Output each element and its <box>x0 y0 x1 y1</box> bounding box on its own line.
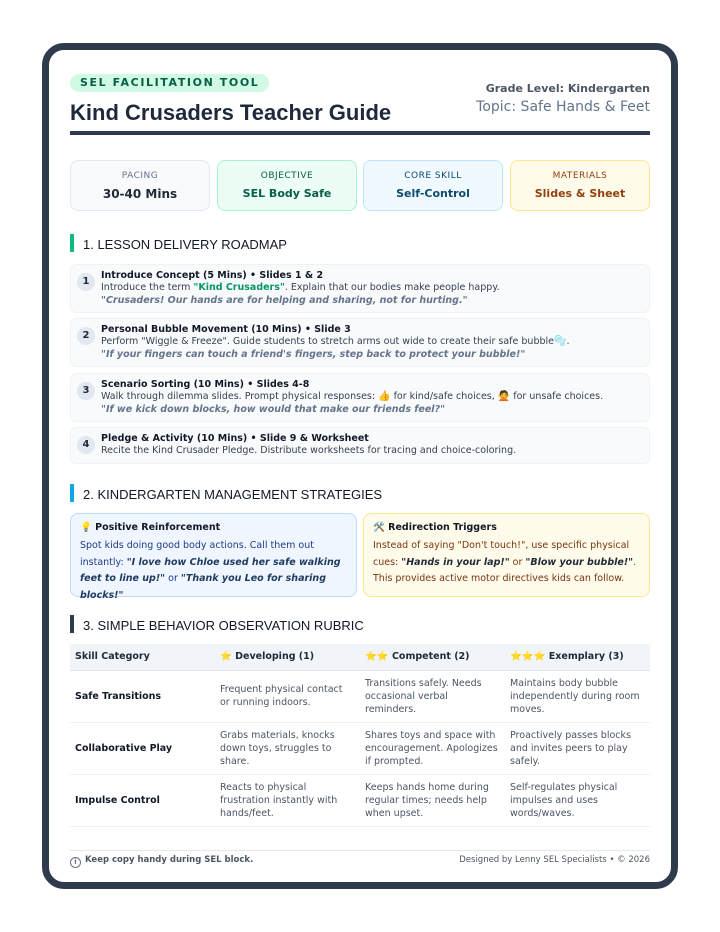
table-row <box>70 722 650 774</box>
step-desc-text: Walk through dilemma slides. Prompt physical responses: <box>101 391 379 402</box>
thumbs-up-icon: 👍 <box>378 391 391 402</box>
info-materials <box>510 160 650 211</box>
table-cell: Maintains body bubble independently during room moves. <box>505 670 650 722</box>
info-value: 30-40 Mins <box>102 187 178 201</box>
rubric-table <box>70 644 650 827</box>
info-value: SEL Body Safe <box>242 187 332 200</box>
step-quote: "If your fingers can touch a friend's fingers, step back to protect your bubble!" <box>101 349 526 360</box>
strategy-body <box>373 538 640 588</box>
footer-credit: Designed by Lenny SEL Specialists • © 2026 <box>459 855 650 865</box>
highlight-term: "Kind Crusaders" <box>193 282 285 293</box>
step-description: Recite the Kind Crusader Pledge. Distribute worksheets for tracing and choice-coloring. <box>101 445 517 456</box>
column-header: ⭐ Developing (1) <box>215 644 360 670</box>
info-label: MATERIALS <box>552 171 608 181</box>
section-heading-rubric <box>70 615 364 633</box>
table-cell: Self-regulates physical impulses and uses words/waves. <box>505 774 650 826</box>
footer-note-text: Keep copy handy during SEL block. <box>85 855 254 865</box>
section-title: 3. SIMPLE BEHAVIOR OBSERVATION RUBRIC <box>83 618 364 633</box>
strategy-quote: "Hands in your lap!" <box>401 556 510 568</box>
skill-category: Safe Transitions <box>70 670 215 722</box>
info-icon: i <box>70 857 81 868</box>
strategy-quote: "Thank you Leo for sharing blocks!" <box>80 573 326 601</box>
page-title: Kind Crusaders Teacher Guide <box>70 100 392 125</box>
step-title: Personal Bubble Movement (10 Mins) • Slide 3 <box>101 324 351 335</box>
roadmap-step-4 <box>70 427 650 464</box>
table-cell: Shares toys and space with encouragement. Apologizes if prompted. <box>360 722 505 774</box>
strategy-title <box>80 522 347 533</box>
step-desc-text: Introduce the term <box>101 282 194 293</box>
table-row <box>70 670 650 722</box>
strategy-redirection-triggers <box>363 513 650 597</box>
step-desc-text: for unsafe choices. <box>510 391 604 402</box>
strategy-body <box>80 538 347 604</box>
step-number: 1 <box>77 273 95 291</box>
column-header: ⭐⭐ Competent (2) <box>360 644 505 670</box>
strategy-text: or <box>165 573 181 584</box>
guide-card <box>42 43 678 889</box>
table-cell: Frequent physical contact or running indoors. <box>215 670 360 722</box>
rubric-header-row <box>70 644 650 670</box>
roadmap-step-2 <box>70 318 650 367</box>
step-number: 3 <box>77 382 95 400</box>
lightbulb-icon: 💡 <box>80 522 92 533</box>
step-desc-text: . <box>566 336 570 347</box>
section-title: 2. KINDERGARTEN MANAGEMENT STRATEGIES <box>83 487 383 502</box>
step-quote: "If we kick down blocks, how would that make our friends feel?" <box>101 404 446 415</box>
step-number: 4 <box>77 436 95 454</box>
strategy-positive-reinforcement <box>70 513 357 601</box>
table-cell: Grabs materials, knocks down toys, struggles to share. <box>215 722 360 774</box>
roadmap-step-1 <box>70 264 650 313</box>
no-gesture-icon: 🙅 <box>497 391 511 402</box>
step-quote: "Crusaders! Our hands are for helping and sharing, not for hurting." <box>101 295 468 306</box>
section-heading-roadmap <box>70 234 287 252</box>
table-row <box>70 774 650 826</box>
strategy-title-text: Redirection Triggers <box>388 522 497 533</box>
info-value: Self-Control <box>396 187 470 200</box>
step-number: 2 <box>77 327 95 345</box>
skill-category: Collaborative Play <box>70 722 215 774</box>
strategy-text: Spot kids doing good body actions. Call them out instantly: <box>80 540 314 568</box>
skill-category: Impulse Control <box>70 774 215 826</box>
grade-level: Grade Level: Kindergarten <box>485 82 650 95</box>
topic: Topic: Safe Hands & Feet <box>476 99 650 115</box>
footer-note <box>70 855 253 868</box>
table-cell: Keeps hands home during regular times; needs help when upset. <box>360 774 505 826</box>
info-core-skill <box>363 160 503 211</box>
strategy-title <box>373 522 640 533</box>
roadmap-step-3 <box>70 373 650 422</box>
step-desc-text: . Explain that our bodies make people happy. <box>284 282 500 293</box>
header-divider <box>70 131 650 135</box>
column-header: Skill Category <box>70 644 215 670</box>
table-cell: Reacts to physical frustration instantly with hands/feet. <box>215 774 360 826</box>
section-heading-strategies <box>70 484 382 502</box>
section-title: 1. LESSON DELIVERY ROADMAP <box>83 237 287 252</box>
step-title: Pledge & Activity (10 Mins) • Slide 9 & Worksheet <box>101 433 369 444</box>
footer-divider <box>70 850 650 851</box>
step-desc-text: Perform "Wiggle & Freeze". Guide students to stretch arms out wide to create their safe bubble <box>101 336 554 347</box>
step-desc-text: for kind/safe choices, <box>390 391 498 402</box>
info-row <box>70 160 650 211</box>
info-label: CORE SKILL <box>404 171 462 181</box>
tools-icon: 🛠️ <box>373 522 385 533</box>
info-label: OBJECTIVE <box>260 171 314 181</box>
step-description <box>101 391 603 402</box>
step-title: Introduce Concept (5 Mins) • Slides 1 & 2 <box>101 270 324 281</box>
strategy-quote: "Blow your bubble!" <box>525 556 634 568</box>
info-pacing <box>70 160 210 211</box>
strategy-quote: "I love how Chloe used her safe walking feet to line up!" <box>80 556 341 584</box>
table-cell: Transitions safely. Needs occasional verbal reminders. <box>360 670 505 722</box>
step-description <box>101 282 500 293</box>
bubble-icon: 🫧 <box>554 336 567 347</box>
info-label: PACING <box>121 171 159 181</box>
step-description <box>101 336 569 347</box>
strategy-text: Instead of saying "Don't touch!", use specific physical cues: <box>373 540 630 568</box>
info-value: Slides & Sheet <box>534 187 626 200</box>
table-cell: Proactively passes blocks and invites peers to play safely. <box>505 722 650 774</box>
column-header: ⭐⭐⭐ Exemplary (3) <box>505 644 650 670</box>
strategy-title-text: Positive Reinforcement <box>95 522 221 533</box>
info-objective <box>217 160 357 211</box>
strategy-text: or <box>509 556 526 568</box>
tool-badge: SEL FACILITATION TOOL <box>70 74 269 92</box>
strategy-text: . This provides active motor directives kids can follow. <box>373 556 637 584</box>
step-title: Scenario Sorting (10 Mins) • Slides 4-8 <box>101 379 310 390</box>
